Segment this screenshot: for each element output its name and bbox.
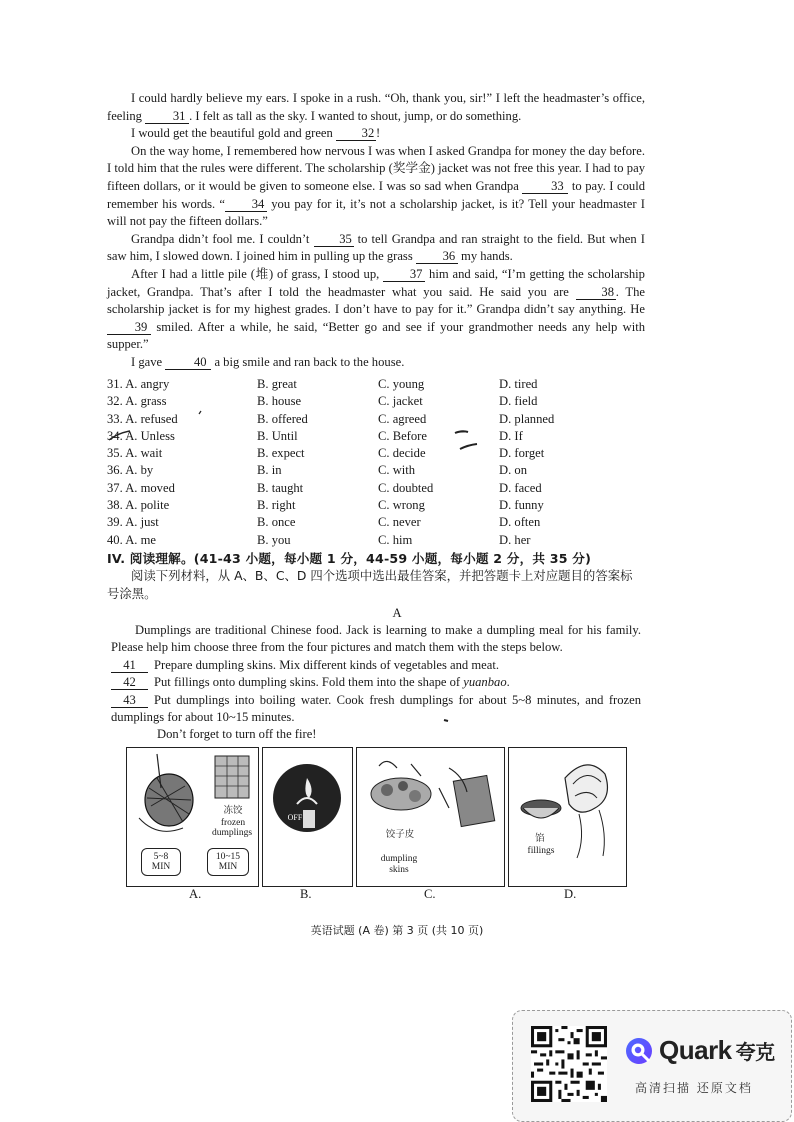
- picture-d: [508, 747, 627, 887]
- fillings-label-cn: 馅: [535, 833, 545, 844]
- option-b: B. in: [257, 463, 282, 478]
- option-c: C. young: [378, 377, 425, 391]
- option-b: B. Until: [257, 428, 298, 443]
- option-d: D. often: [499, 515, 541, 530]
- step-42: [111, 674, 641, 691]
- option-b: B. expect: [257, 446, 305, 461]
- passage-text: !: [375, 126, 381, 141]
- quark-logo-icon: [625, 1037, 653, 1065]
- option-d: D. field: [499, 394, 538, 409]
- blank-35: 35: [314, 232, 354, 247]
- time-value: 5~8: [153, 852, 169, 862]
- option-c: C. with: [378, 463, 416, 478]
- section-instruction: 阅读下列材料，从 A、B、C、D 四个选项中选出最佳答案，并把答题卡上对应题目的答案标号涂黑。: [107, 568, 633, 601]
- option-c: C. him: [378, 532, 413, 547]
- blank-39: 39: [107, 320, 151, 335]
- step-text: Put dumplings into boiling water. Cook fresh dumplings for about 5~8 minutes, and frozen dumplings for about 10~15 minutes.: [111, 692, 641, 725]
- option-c: C. jacket: [378, 394, 423, 409]
- quark-watermark: [512, 1010, 792, 1122]
- option-d: D. planned: [499, 411, 555, 426]
- brand-name-cn: 夸克: [735, 1040, 775, 1064]
- option-a: 32. A. grass: [107, 394, 167, 409]
- step-text: .: [506, 675, 510, 690]
- part-label: A: [392, 606, 402, 620]
- quark-logo: [625, 1035, 775, 1066]
- passage-text: a big smile and ran back to the house.: [214, 354, 405, 369]
- reminder-text: Don’t forget to turn off the fire!: [157, 727, 317, 742]
- skins-label-en: dumpling: [380, 854, 418, 864]
- option-b: B. offered: [257, 411, 308, 426]
- reading-passage-a: [111, 622, 641, 744]
- option-d: D. faced: [499, 480, 542, 495]
- option-c: C. wrong: [378, 498, 425, 513]
- passage-text: him and said, “I’m getting the scholarship jacket, Grandpa. That’s after I told the headmaster what you said. He said you are: [107, 266, 645, 299]
- option-a: 35. A. wait: [107, 446, 163, 461]
- brand-name: Quark: [659, 1035, 732, 1065]
- option-d: D. her: [499, 532, 531, 547]
- option-d: D. If: [499, 428, 523, 443]
- option-a: 34. A. Unless: [107, 428, 175, 443]
- time-box: [141, 848, 181, 876]
- section-heading: IV. 阅读理解。(41-43 小题，每小题 1 分，44-59 小题，每小题 2 分，共 35 分): [107, 551, 592, 566]
- frozen-label-en: frozen: [220, 818, 246, 828]
- step-41: [111, 657, 641, 674]
- passage-text: my hands.: [461, 249, 513, 264]
- option-b: B. right: [257, 498, 296, 513]
- skins-label-en: skins: [389, 865, 409, 875]
- option-a: 40. A. me: [107, 532, 156, 547]
- qr-code-icon: [531, 1026, 607, 1102]
- blank-40: 40: [165, 355, 211, 370]
- step-43: [111, 692, 641, 727]
- blank-38: 38: [576, 285, 616, 300]
- step-blank: 41: [111, 658, 148, 673]
- passage-text: On the way home, I remembered how nervous I was when I asked Grandpa for money the day before. I told him that the rules were different. The scholarship (奖学金) jacket was not free this year. I had to pay fifteen dollars, or it would be given to someone else. I was so sad when Grandpa: [107, 143, 645, 193]
- option-b: B. you: [257, 532, 291, 547]
- blank-36: 36: [416, 249, 458, 264]
- option-a: 36. A. by: [107, 463, 154, 478]
- option-b: B. taught: [257, 480, 304, 495]
- blank-34: 34: [225, 197, 267, 212]
- frozen-label-cn: 冻饺: [223, 805, 243, 816]
- passage-text: I gave: [131, 354, 163, 369]
- passage-text: you pay for it, it’s not a scholarship jacket, is it? Tell your headmaster I will not pay the fifteen dollars.”: [107, 196, 645, 229]
- passage-text: to pay. I could remember his words. “: [107, 178, 646, 211]
- option-d: D. funny: [499, 498, 544, 513]
- step-blank: 42: [111, 675, 148, 690]
- blank-37: 37: [383, 267, 425, 282]
- passage-text: to tell Grandpa and ran straight to the field. But when I saw him, I slowed down. I joined him in pulling up the grass: [107, 231, 645, 264]
- step-text: Prepare dumpling skins. Mix different kinds of vegetables and meat.: [154, 657, 499, 672]
- option-c: C. agreed: [378, 411, 427, 426]
- blank-32: 32: [336, 126, 376, 141]
- picture-c: [356, 747, 505, 887]
- step-blank: 43: [111, 693, 148, 708]
- option-b: B. once: [257, 515, 296, 530]
- option-d: D. forget: [499, 446, 545, 461]
- passage-text: Grandpa didn’t fool me. I couldn’t: [131, 231, 310, 246]
- picture-label-b: B.: [300, 887, 312, 901]
- picture-label-a: A.: [189, 887, 202, 901]
- folding-dumpling-icon: [509, 748, 626, 886]
- option-b: B. great: [257, 377, 297, 391]
- fillings-label-en: fillings: [527, 846, 555, 856]
- option-a: 31. A. angry: [107, 377, 170, 391]
- blank-33: 33: [522, 179, 568, 194]
- off-label: OFF: [287, 813, 303, 822]
- option-c: C. never: [378, 515, 421, 530]
- step-text: Put fillings onto dumpling skins. Fold them into the shape of: [154, 675, 464, 690]
- frozen-label-en: dumplings: [211, 828, 253, 838]
- passage-text: . The scholarship jacket is for my highest grades. I don’t have to pay for it.” Grandpa didn’t say anything. He: [107, 284, 645, 317]
- quark-brand: [659, 1035, 775, 1066]
- passage-text: I would get the beautiful gold and green: [131, 126, 333, 141]
- option-b: B. house: [257, 394, 302, 409]
- quark-tagline: 高清扫描 还原文档: [635, 1081, 753, 1095]
- passage-text: . I felt as tall as the sky. I wanted to shout, jump, or do something.: [189, 108, 522, 123]
- option-c: C. doubted: [378, 480, 434, 495]
- option-c: C. decide: [378, 446, 426, 461]
- skins-label-cn: 饺子皮: [385, 829, 415, 840]
- option-a: 33. A. refused: [107, 411, 178, 426]
- passage-text: I could hardly believe my ears. I spoke in a rush. “Oh, thank you, sir!” I left the headmaster’s office, feeling: [107, 91, 645, 123]
- option-d: D. tired: [499, 377, 538, 391]
- time-unit: MIN: [218, 862, 238, 872]
- step-text-italic: yuanbao: [463, 675, 507, 690]
- blank-31: 31: [145, 109, 189, 124]
- time-unit: MIN: [151, 862, 171, 872]
- option-a: 37. A. moved: [107, 480, 175, 495]
- passage-text: After I had a little pile (堆) of grass, I stood up,: [131, 266, 380, 281]
- picture-b: [262, 747, 353, 887]
- time-box: [207, 848, 249, 876]
- time-value: 10~15: [215, 852, 241, 862]
- option-a: 38. A. polite: [107, 498, 170, 513]
- page-footer: 英语试题 (A 卷) 第 3 页 (共 10 页): [310, 924, 484, 937]
- option-c: C. Before: [378, 428, 427, 443]
- option-d: D. on: [499, 463, 527, 478]
- passage-text: smiled. After a while, he said, “Better go and see if your grandmother needs any help with supper.”: [107, 319, 646, 352]
- intro-text: Dumplings are traditional Chinese food. Jack is learning to make a dumpling meal for his family. Please help him choose three from the four pictures and match them with the steps below.: [111, 623, 641, 655]
- option-a: 39. A. just: [107, 515, 159, 530]
- picture-label-c: C.: [424, 887, 436, 901]
- stove-knob-icon: [263, 748, 352, 886]
- picture-label-d: D.: [564, 887, 577, 901]
- picture-a: [126, 747, 259, 887]
